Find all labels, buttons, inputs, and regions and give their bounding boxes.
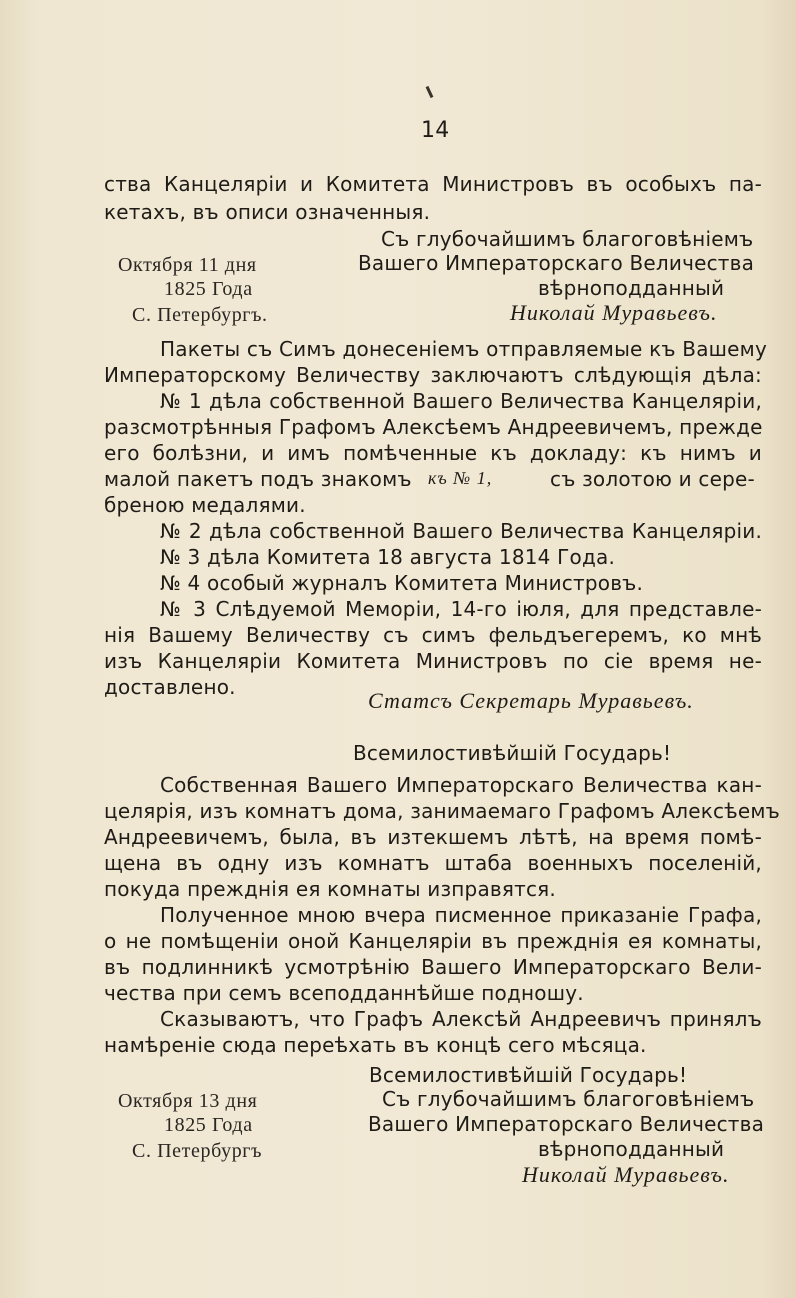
text-line: кетахъ, въ описи означенныя. xyxy=(104,200,431,224)
text-line: щена въ одну изъ комнатъ штаба военныхъ поселеній, xyxy=(104,851,762,875)
text-line: Андреевичемъ, была, въ изтекшемъ лѣтѣ, на время помѣ- xyxy=(104,825,762,849)
text-line: въ подлинникѣ усмотрѣнію Вашего Императорскаго Вели- xyxy=(104,955,762,979)
text-line: Императорскому Величеству заключаютъ слѣдующія дѣла: xyxy=(104,363,762,387)
pencil-mark-icon xyxy=(426,86,434,98)
list-item: № 4 особый журналъ Комитета Министровъ. xyxy=(160,571,644,595)
closing-line: Съ глубочайшимъ благоговѣніемъ xyxy=(382,1087,755,1111)
text-line: о не помѣщеніи оной Канцеляріи въ прежднія ея комнаты, xyxy=(104,929,762,953)
date-day: Октября 13 дня xyxy=(118,1090,258,1112)
signature: Статсъ Секретарь Муравьевъ. xyxy=(368,688,694,713)
text-line: намѣреніе сюда переѣхать въ концѣ сего мѣсяца. xyxy=(104,1033,647,1057)
salutation: Всемилостивѣйшій Государь! xyxy=(353,741,672,765)
text-line: целярія, изъ комнатъ дома, занимаемаго Графомъ Алексѣемъ xyxy=(104,799,780,823)
text-line: Сказываютъ, что Графъ Алексѣй Андреевичъ принялъ xyxy=(160,1007,762,1031)
date-place: С. Петербургъ. xyxy=(132,304,268,326)
text-line: Собственная Вашего Императорскаго Величества кан- xyxy=(160,773,762,797)
closing-line: вѣрноподданный xyxy=(538,1137,725,1161)
text-line: бреною медалями. xyxy=(104,493,306,517)
text-line: его болѣзни, и имъ помѣченные къ докладу: къ нимъ и xyxy=(104,441,762,465)
list-item: № 3 Слѣдуемой Меморіи, 14-го іюля, для представле- xyxy=(160,597,762,621)
text-line: малой пакетъ подъ знакомъ xyxy=(104,467,412,491)
text-line: нія Вашему Величеству съ симъ фельдъегеремъ, ко мнѣ xyxy=(104,623,762,647)
text-line: ства Канцеляріи и Комитета Министровъ въ особыхъ па- xyxy=(104,172,762,196)
text-line: изъ Канцеляріи Комитета Министровъ по сіе время не- xyxy=(104,649,762,673)
page-number: 14 xyxy=(421,118,450,143)
date-year: 1825 Года xyxy=(164,278,253,300)
text-line: Полученное мною вчера писменное приказаніе Графа, xyxy=(160,903,762,927)
text-line: разсмотрѣнныя Графомъ Алексѣемъ Андреевичемъ, прежде xyxy=(104,415,763,439)
closing-line: вѣрноподданный xyxy=(538,276,725,300)
text-line: № 1 дѣла собственной Вашего Величества Канцеляріи, xyxy=(160,389,762,413)
date-year: 1825 Года xyxy=(164,1114,253,1136)
text-line: покуда прежднія ея комнаты изправятся. xyxy=(104,877,556,901)
closing-line: Съ глубочайшимъ благоговѣніемъ xyxy=(381,227,754,251)
mark-label: къ № 1, xyxy=(428,468,493,488)
text-line: доставлено. xyxy=(104,675,236,699)
date-place: С. Петербургъ xyxy=(132,1140,263,1162)
date-day: Октября 11 дня xyxy=(118,254,257,276)
list-item: № 3 дѣла Комитета 18 августа 1814 Года. xyxy=(160,545,616,569)
signature: Николай Муравьевъ. xyxy=(510,300,718,325)
text-line: съ золотою и сере- xyxy=(550,467,755,491)
list-item: № 2 дѣла собственной Вашего Величества Канцеляріи. xyxy=(160,519,762,543)
closing-line: Вашего Императорскаго Величества xyxy=(358,251,755,275)
salutation: Всемилостивѣйшій Государь! xyxy=(369,1063,688,1087)
text-line: чества при семъ всеподданнѣйше подношу. xyxy=(104,981,584,1005)
text-line: Пакеты съ Симъ донесеніемъ отправляемые къ Вашему xyxy=(160,337,767,361)
signature: Николай Муравьевъ. xyxy=(522,1162,730,1187)
closing-line: Вашего Императорскаго Величества xyxy=(368,1112,765,1136)
